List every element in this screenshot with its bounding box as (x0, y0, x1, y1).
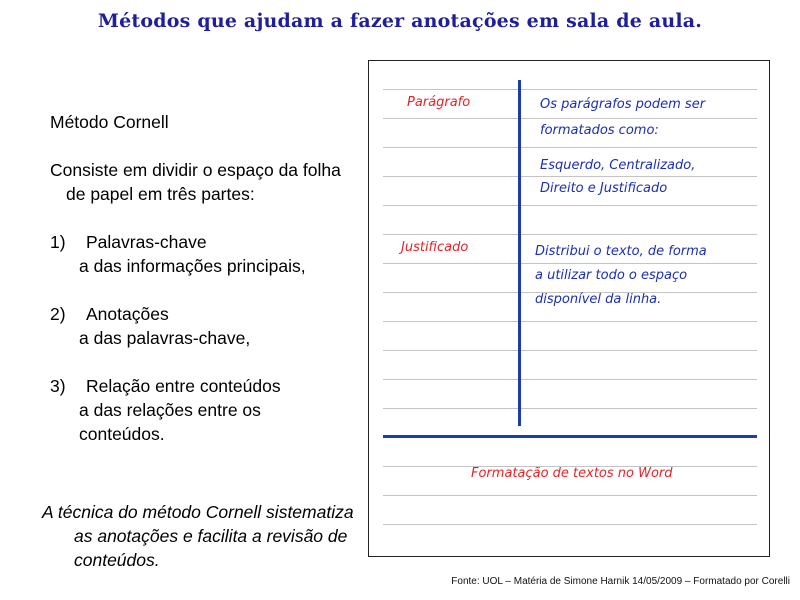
ruled-line (383, 234, 757, 235)
cue-justificado: Justificado (401, 240, 469, 255)
summary-text: Formatação de textos no Word (471, 466, 673, 481)
note-line: Esquerdo, Centralizado, (540, 158, 696, 173)
item-number: 1) (50, 232, 66, 252)
item-label: Relação entre conteúdos (86, 376, 281, 396)
ruled-line (383, 176, 757, 177)
note-line: formatados como: (540, 123, 659, 138)
ruled-line (383, 263, 757, 264)
ruled-line (383, 118, 757, 119)
ruled-line (383, 321, 757, 322)
method-title: Método Cornell (50, 112, 169, 132)
ruled-line (383, 205, 757, 206)
summary-divider (383, 435, 757, 438)
ruled-line (383, 408, 757, 409)
note-line: Os parágrafos podem ser (540, 97, 706, 112)
page-title: Métodos que ajudam a fazer anotações em sala de aula. (97, 10, 703, 32)
item-number: 2) (50, 304, 66, 324)
list-item (50, 374, 360, 446)
method-intro: Consiste em dividir o espaço da folha de papel em três partes: (50, 160, 341, 204)
item-label: Anotações (86, 304, 169, 324)
list-item (50, 230, 360, 278)
ruled-line (383, 495, 757, 496)
item-label: Palavras-chave (86, 232, 207, 252)
note-line: a utilizar todo o espaço (535, 268, 688, 283)
list-item (50, 302, 360, 350)
item-number: 3) (50, 376, 66, 396)
method-description (50, 110, 360, 446)
item-description: a das relações entre os conteúdos. (79, 400, 261, 444)
ruled-line (383, 89, 757, 90)
note-line: Direito e Justificado (540, 181, 668, 196)
method-conclusion: A técnica do método Cornell sistematiza as anotações e facilita a revisão de conteúdos. (42, 501, 354, 570)
ruled-line (383, 524, 757, 525)
cornell-notebook-page (368, 60, 770, 557)
cue-paragrafo: Parágrafo (407, 95, 471, 110)
source-caption: Fonte: UOL – Matéria de Simone Harnik 14/05/2009 – Formatado por Corelli (451, 576, 790, 587)
ruled-line (383, 350, 757, 351)
note-line: disponível da linha. (535, 292, 662, 307)
item-description: a das palavras-chave, (79, 328, 251, 348)
cue-column-divider (518, 80, 521, 426)
ruled-line (383, 379, 757, 380)
ruled-line (383, 147, 757, 148)
item-description: a das informações principais, (79, 256, 306, 276)
note-line: Distribui o texto, de forma (535, 244, 707, 259)
